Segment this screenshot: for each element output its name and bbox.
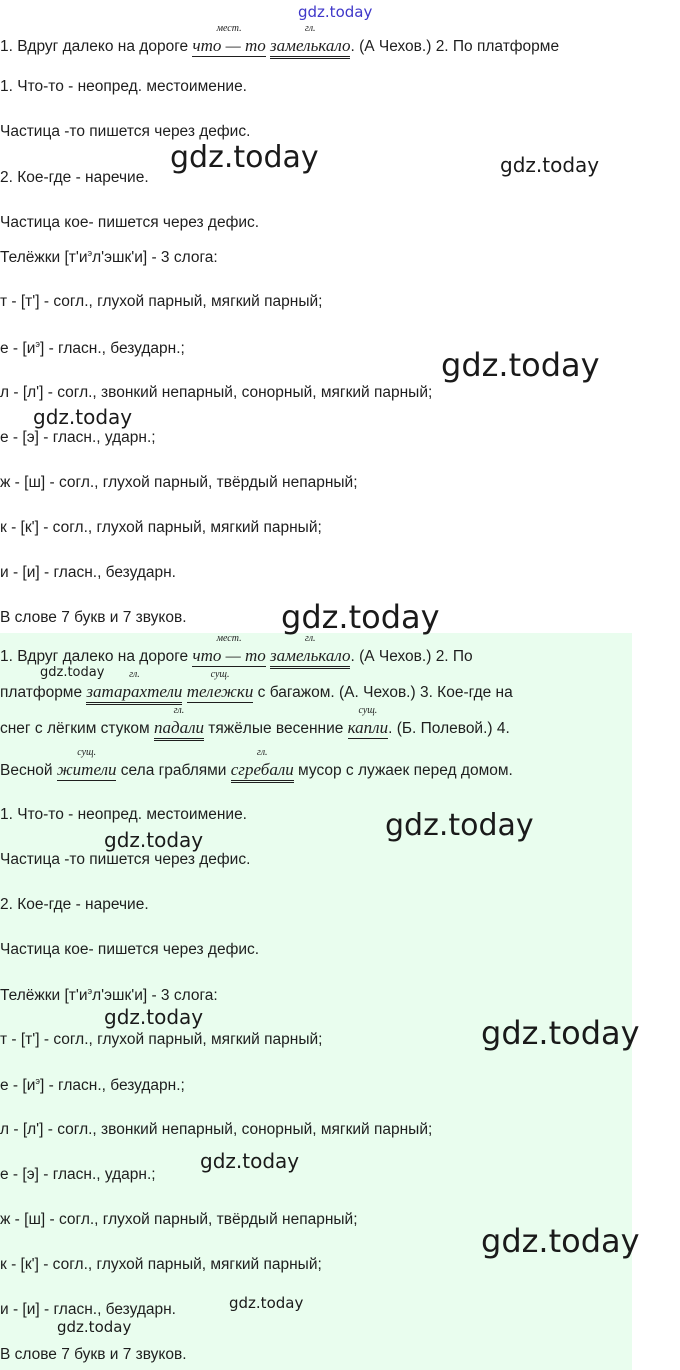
text-segment: тяжёлые весенние bbox=[204, 720, 348, 737]
superscript: э bbox=[87, 248, 93, 258]
analysis-line: 1. Что-то - неопред. местоимение. bbox=[0, 806, 247, 823]
word: капли bbox=[347, 718, 389, 737]
watermark: gdz.today bbox=[481, 1014, 640, 1052]
text-segment: ] - гласн., безударн.; bbox=[39, 1077, 185, 1095]
predicate-word bbox=[270, 23, 351, 59]
subject-word bbox=[192, 633, 266, 667]
pos-annotation: сущ. bbox=[358, 705, 378, 716]
analysis-line: 1. Что-то - неопред. местоимение. bbox=[0, 78, 247, 95]
watermark: gdz.today bbox=[385, 808, 534, 843]
sentence-line bbox=[0, 747, 513, 783]
watermark: gdz.today bbox=[281, 598, 440, 636]
sentence-line bbox=[0, 705, 510, 741]
text-segment: села граблями bbox=[116, 762, 231, 779]
text-segment: 1. Вдруг далеко на дороге bbox=[0, 38, 193, 55]
phonetic-line bbox=[0, 248, 218, 267]
text-segment: е - [и bbox=[0, 340, 36, 358]
word: жители bbox=[56, 760, 117, 779]
watermark: gdz.today bbox=[33, 405, 133, 429]
analysis-line: л - [л'] - согл., звонкий непарный, сонорный, мягкий парный; bbox=[0, 1121, 433, 1138]
word: замелькало bbox=[270, 36, 351, 55]
predicate-word bbox=[86, 669, 183, 705]
phonetic-line bbox=[0, 986, 218, 1005]
analysis-line: Частица -то пишется через дефис. bbox=[0, 123, 251, 140]
superscript: э bbox=[87, 986, 93, 996]
watermark: gdz.today bbox=[170, 140, 319, 175]
analysis-line: т - [т'] - согл., глухой парный, мягкий парный; bbox=[0, 293, 323, 310]
text-segment: . (А Чехов.) 2. По платформе bbox=[350, 38, 560, 55]
text-segment: . (А Чехов.) 2. По bbox=[350, 648, 473, 665]
pos-annotation: гл. bbox=[304, 633, 316, 644]
text-segment: мусор с лужаек перед домом. bbox=[293, 762, 513, 779]
text-segment: платформе bbox=[0, 684, 87, 701]
watermark: gdz.today bbox=[229, 1294, 304, 1312]
word: замелькало bbox=[270, 646, 351, 665]
text-segment: ] - гласн., безударн.; bbox=[39, 340, 185, 358]
analysis-line: Частица кое- пишется через дефис. bbox=[0, 941, 260, 958]
subject-word bbox=[347, 705, 389, 739]
text-segment: Весной bbox=[0, 762, 57, 779]
subject-word bbox=[192, 23, 266, 57]
analysis-line: В слове 7 букв и 7 звуков. bbox=[0, 1346, 187, 1363]
word: затарахтели bbox=[86, 682, 183, 701]
analysis-line: к - [к'] - согл., глухой парный, мягкий парный; bbox=[0, 519, 322, 536]
text-segment: Телёжки [т'и bbox=[0, 249, 88, 267]
pos-annotation: гл. bbox=[256, 747, 268, 758]
pos-annotation: гл. bbox=[304, 23, 316, 34]
text-segment: Телёжки [т'и bbox=[0, 987, 88, 1005]
predicate-word bbox=[230, 747, 294, 783]
analysis-line: В слове 7 букв и 7 звуков. bbox=[0, 609, 187, 626]
analysis-line: 2. Кое-где - наречие. bbox=[0, 169, 149, 186]
superscript: э bbox=[35, 1076, 40, 1086]
watermark-top: gdz.today bbox=[298, 3, 373, 21]
text-segment: с багажом. (А. Чехов.) 3. Кое-где на bbox=[253, 684, 513, 701]
watermark: gdz.today bbox=[40, 665, 105, 680]
word: падали bbox=[153, 718, 204, 737]
text-segment: снег с лёгким стуком bbox=[0, 720, 154, 737]
watermark: gdz.today bbox=[481, 1222, 640, 1260]
analysis-line: Частица -то пишется через дефис. bbox=[0, 851, 251, 868]
analysis-line: ж - [ш] - согл., глухой парный, твёрдый непарный; bbox=[0, 474, 358, 491]
subject-word bbox=[186, 669, 254, 703]
word: сгребали bbox=[230, 760, 294, 779]
superscript: э bbox=[35, 339, 40, 349]
pos-annotation: гл. bbox=[129, 669, 140, 680]
analysis-line: к - [к'] - согл., глухой парный, мягкий парный; bbox=[0, 1256, 322, 1273]
analysis-line: 2. Кое-где - наречие. bbox=[0, 896, 149, 913]
subject-word bbox=[56, 747, 117, 781]
watermark: gdz.today bbox=[57, 1318, 132, 1336]
analysis-line: л - [л'] - согл., звонкий непарный, сонорный, мягкий парный; bbox=[0, 384, 433, 401]
analysis-line: Частица кое- пишется через дефис. bbox=[0, 214, 260, 231]
predicate-word bbox=[270, 633, 351, 669]
watermark: gdz.today bbox=[200, 1149, 300, 1173]
sentence-line-top bbox=[0, 23, 560, 59]
pos-annotation: мест. bbox=[216, 633, 242, 644]
text-segment: е - [и bbox=[0, 1077, 36, 1095]
text-segment: л'эшк'и] - 3 слога: bbox=[92, 249, 218, 267]
pos-annotation: сущ. bbox=[210, 669, 230, 680]
text-segment: . (Б. Полевой.) 4. bbox=[388, 720, 510, 737]
analysis-line: ж - [ш] - согл., глухой парный, твёрдый непарный; bbox=[0, 1211, 358, 1228]
watermark: gdz.today bbox=[441, 346, 600, 384]
watermark: gdz.today bbox=[104, 828, 204, 852]
analysis-line: т - [т'] - согл., глухой парный, мягкий парный; bbox=[0, 1031, 323, 1048]
phonetic-line bbox=[0, 1076, 185, 1095]
analysis-line: е - [э] - гласн., ударн.; bbox=[0, 1166, 156, 1183]
pos-annotation: гл. bbox=[173, 705, 185, 716]
analysis-line: и - [и] - гласн., безударн. bbox=[0, 564, 176, 581]
word: что — то bbox=[192, 36, 266, 55]
pos-annotation: сущ. bbox=[77, 747, 97, 758]
analysis-line: и - [и] - гласн., безударн. bbox=[0, 1301, 176, 1318]
watermark: gdz.today bbox=[500, 153, 600, 177]
pos-annotation: мест. bbox=[216, 23, 242, 34]
predicate-word bbox=[153, 705, 204, 741]
text-segment: 1. Вдруг далеко на дороге bbox=[0, 648, 193, 665]
word: что — то bbox=[192, 646, 266, 665]
word: тележки bbox=[186, 682, 254, 701]
watermark: gdz.today bbox=[104, 1005, 204, 1029]
text-segment: л'эшк'и] - 3 слога: bbox=[92, 987, 218, 1005]
analysis-line: е - [э] - гласн., ударн.; bbox=[0, 429, 156, 446]
phonetic-line bbox=[0, 339, 185, 358]
